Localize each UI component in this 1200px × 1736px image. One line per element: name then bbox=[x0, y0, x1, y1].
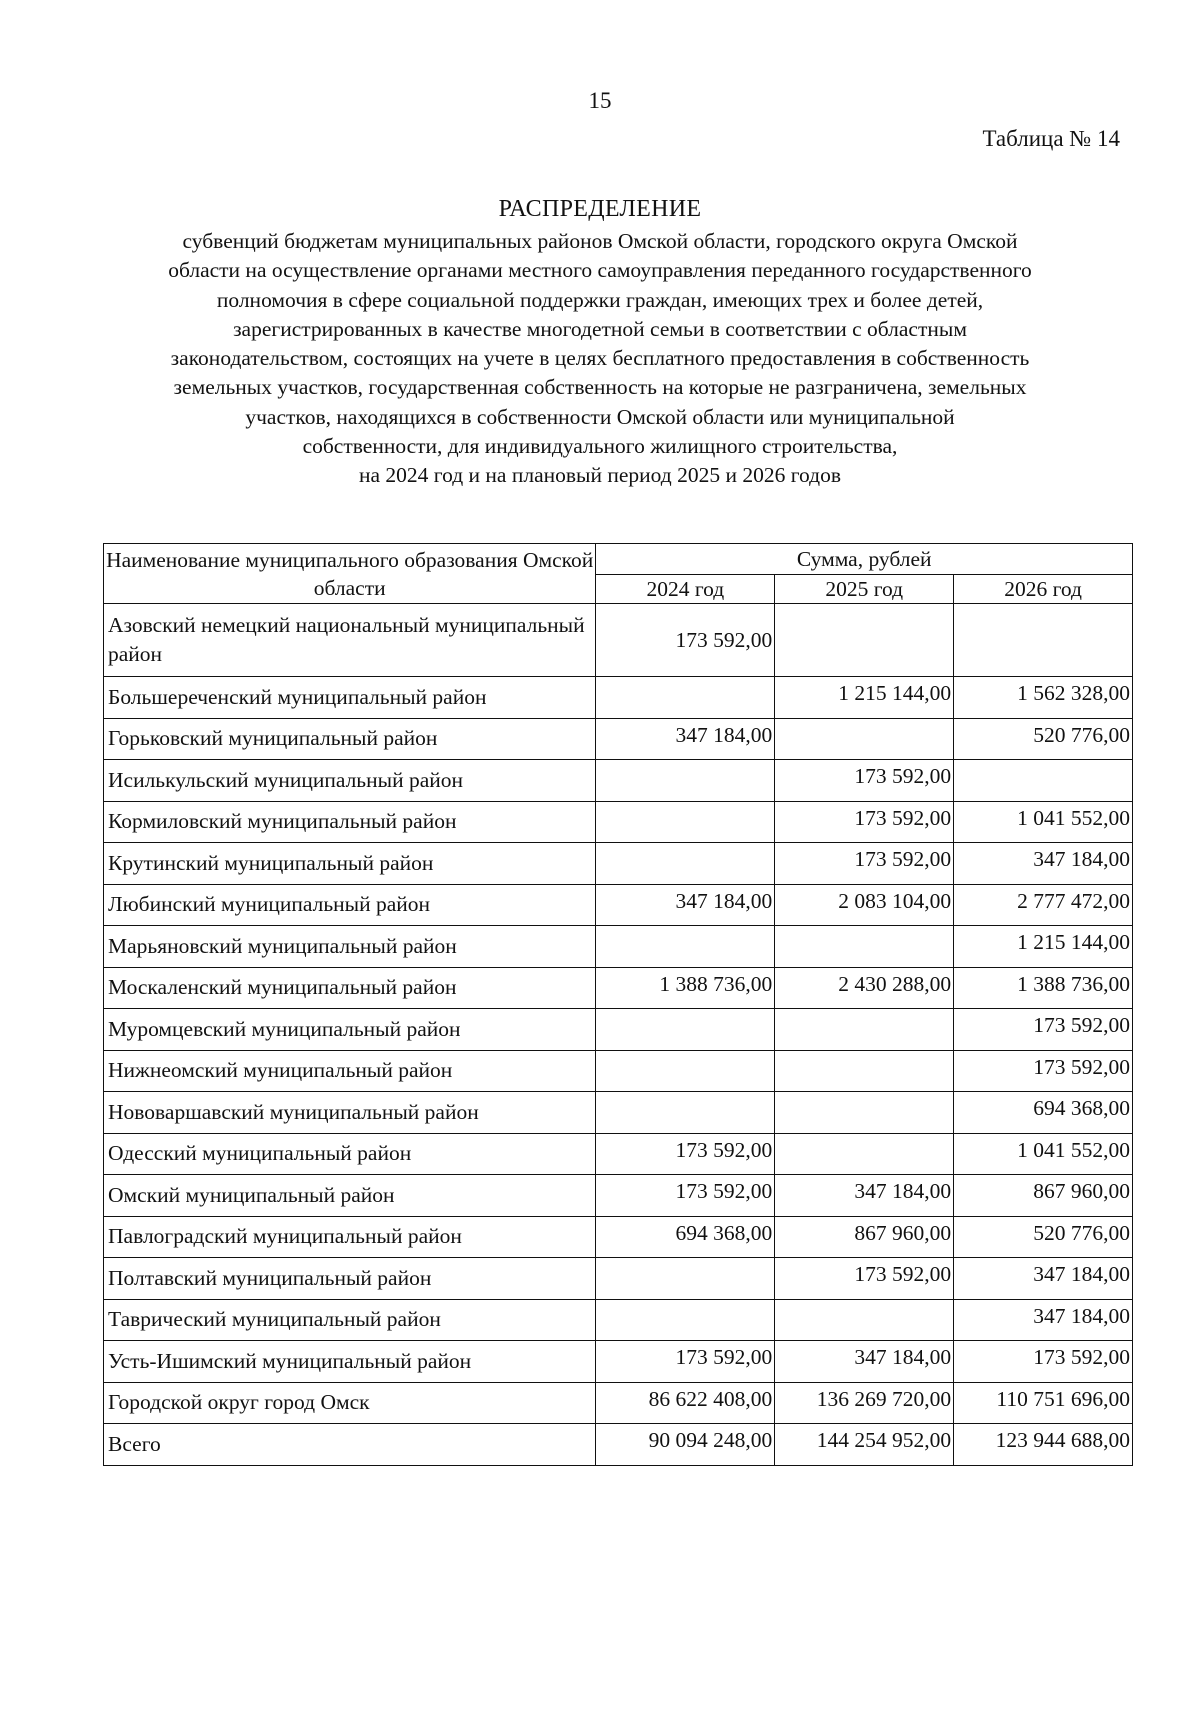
subtitle-line: собственности, для индивидуального жилищного строительства, bbox=[302, 434, 898, 459]
amount-cell-2026 bbox=[954, 604, 1133, 677]
table-row bbox=[104, 760, 1133, 802]
municipality-name-cell: Павлоградский муниципальный район bbox=[104, 1216, 596, 1258]
municipality-name-cell: Марьяновский муниципальный район bbox=[104, 926, 596, 968]
municipality-name-cell: Москаленский муниципальный район bbox=[104, 967, 596, 1009]
amount-cell-2025: 173 592,00 bbox=[775, 843, 954, 885]
table-row bbox=[104, 967, 1133, 1009]
municipality-name-cell: Городской округ город Омск bbox=[104, 1382, 596, 1424]
amount-cell-2026: 694 368,00 bbox=[954, 1092, 1133, 1134]
amount-cell-2024: 90 094 248,00 bbox=[596, 1424, 775, 1466]
amount-cell-2026: 347 184,00 bbox=[954, 843, 1133, 885]
amount-cell-2024: 86 622 408,00 bbox=[596, 1382, 775, 1424]
amount-cell-2026: 123 944 688,00 bbox=[954, 1424, 1133, 1466]
municipality-name-cell: Таврический муниципальный район bbox=[104, 1299, 596, 1341]
subtitle-line: зарегистрированных в качестве многодетной семьи в соответствии с областным bbox=[233, 316, 967, 341]
municipality-name-cell: Омский муниципальный район bbox=[104, 1175, 596, 1217]
amount-cell-2024: 1 388 736,00 bbox=[596, 967, 775, 1009]
amount-cell-2026: 867 960,00 bbox=[954, 1175, 1133, 1217]
table-row bbox=[104, 604, 1133, 677]
table-row bbox=[104, 884, 1133, 926]
municipality-name-cell: Любинский муниципальный район bbox=[104, 884, 596, 926]
municipality-name-cell: Полтавский муниципальный район bbox=[104, 1258, 596, 1300]
table-body bbox=[104, 604, 1133, 1466]
table-row bbox=[104, 1299, 1133, 1341]
table-row bbox=[104, 1050, 1133, 1092]
table-row bbox=[104, 718, 1133, 760]
amount-cell-2025 bbox=[775, 1092, 954, 1134]
subtitle-line: участков, находящихся в собственности Омской области или муниципальной bbox=[245, 404, 955, 429]
amount-cell-2026: 2 777 472,00 bbox=[954, 884, 1133, 926]
municipality-name-cell: Крутинский муниципальный район bbox=[104, 843, 596, 885]
table-row bbox=[104, 1382, 1133, 1424]
header-municipality: Наименование муниципального образования Омской области bbox=[104, 544, 596, 604]
subtitle-line: на 2024 год и на плановый период 2025 и 2026 годов bbox=[359, 463, 841, 488]
municipality-name-cell: Муромцевский муниципальный район bbox=[104, 1009, 596, 1051]
subtitle-line: субвенций бюджетам муниципальных районов Омской области, городского округа Омской bbox=[182, 229, 1018, 253]
amount-cell-2025 bbox=[775, 1133, 954, 1175]
amount-cell-2026: 173 592,00 bbox=[954, 1009, 1133, 1051]
municipality-name-cell: Нижнеомский муниципальный район bbox=[104, 1050, 596, 1092]
amount-cell-2026: 347 184,00 bbox=[954, 1258, 1133, 1300]
table-row bbox=[104, 1133, 1133, 1175]
amount-cell-2025: 347 184,00 bbox=[775, 1175, 954, 1217]
table-label: Таблица № 14 bbox=[982, 126, 1120, 151]
amount-cell-2024 bbox=[596, 1299, 775, 1341]
municipality-name-cell: Исилькульский муниципальный район bbox=[104, 760, 596, 802]
amount-cell-2024 bbox=[596, 926, 775, 968]
document-subtitle bbox=[100, 227, 1100, 491]
amount-cell-2024 bbox=[596, 843, 775, 885]
municipality-name-cell: Кормиловский муниципальный район bbox=[104, 801, 596, 843]
amount-cell-2026: 1 041 552,00 bbox=[954, 801, 1133, 843]
municipality-name-cell: Большереченский муниципальный район bbox=[104, 677, 596, 719]
table-row bbox=[104, 1341, 1133, 1383]
amount-cell-2026: 1 215 144,00 bbox=[954, 926, 1133, 968]
table-row bbox=[104, 1258, 1133, 1300]
amount-cell-2026: 173 592,00 bbox=[954, 1050, 1133, 1092]
subtitle-line: законодательством, состоящих на учете в целях бесплатного предоставления в собственность bbox=[170, 346, 1030, 371]
municipality-name-cell: Одесский муниципальный район bbox=[104, 1133, 596, 1175]
amount-cell-2024: 347 184,00 bbox=[596, 718, 775, 760]
amount-cell-2025 bbox=[775, 1050, 954, 1092]
subtitle-line: полномочия в сфере социальной поддержки граждан, имеющих трех и более детей, bbox=[216, 287, 984, 312]
amount-cell-2026: 1 388 736,00 bbox=[954, 967, 1133, 1009]
amount-cell-2024: 173 592,00 bbox=[596, 1341, 775, 1383]
amount-cell-2025: 136 269 720,00 bbox=[775, 1382, 954, 1424]
header-year-2024: 2024 год bbox=[596, 575, 775, 604]
amount-cell-2026: 110 751 696,00 bbox=[954, 1382, 1133, 1424]
amount-cell-2025 bbox=[775, 718, 954, 760]
amount-cell-2024 bbox=[596, 1258, 775, 1300]
municipality-name-cell: Всего bbox=[104, 1424, 596, 1466]
amount-cell-2025: 173 592,00 bbox=[775, 760, 954, 802]
header-year-2025: 2025 год bbox=[775, 575, 954, 604]
amount-cell-2025: 2 083 104,00 bbox=[775, 884, 954, 926]
header-sum: Сумма, рублей bbox=[596, 544, 1133, 575]
municipality-name-cell: Нововаршавский муниципальный район bbox=[104, 1092, 596, 1134]
amount-cell-2024 bbox=[596, 801, 775, 843]
amount-cell-2025 bbox=[775, 1009, 954, 1051]
table-row bbox=[104, 843, 1133, 885]
amount-cell-2026: 520 776,00 bbox=[954, 718, 1133, 760]
table-row bbox=[104, 1216, 1133, 1258]
amount-cell-2024: 694 368,00 bbox=[596, 1216, 775, 1258]
amount-cell-2024: 347 184,00 bbox=[596, 884, 775, 926]
subtitle-line: области на осуществление органами местного самоуправления переданного государственного bbox=[168, 258, 1032, 283]
document-heading: РАСПРЕДЕЛЕНИЕ bbox=[498, 196, 702, 222]
municipality-name-cell: Усть-Ишимский муниципальный район bbox=[104, 1341, 596, 1383]
amount-cell-2025: 173 592,00 bbox=[775, 1258, 954, 1300]
table-row bbox=[104, 1009, 1133, 1051]
amount-cell-2025: 1 215 144,00 bbox=[775, 677, 954, 719]
amount-cell-2026: 347 184,00 bbox=[954, 1299, 1133, 1341]
amount-cell-2024 bbox=[596, 677, 775, 719]
amount-cell-2024: 173 592,00 bbox=[596, 1133, 775, 1175]
table-row bbox=[104, 801, 1133, 843]
amount-cell-2024 bbox=[596, 1009, 775, 1051]
header-year-2026: 2026 год bbox=[954, 575, 1133, 604]
amount-cell-2026: 520 776,00 bbox=[954, 1216, 1133, 1258]
amount-cell-2024 bbox=[596, 1092, 775, 1134]
amount-cell-2025 bbox=[775, 604, 954, 677]
amount-cell-2025 bbox=[775, 1299, 954, 1341]
amount-cell-2025: 867 960,00 bbox=[775, 1216, 954, 1258]
amount-cell-2025: 144 254 952,00 bbox=[775, 1424, 954, 1466]
amount-cell-2024 bbox=[596, 1050, 775, 1092]
amount-cell-2025 bbox=[775, 926, 954, 968]
amount-cell-2026: 1 562 328,00 bbox=[954, 677, 1133, 719]
table-row bbox=[104, 1424, 1133, 1466]
table-row bbox=[104, 677, 1133, 719]
table-row bbox=[104, 1092, 1133, 1134]
amount-cell-2025: 173 592,00 bbox=[775, 801, 954, 843]
amount-cell-2026: 1 041 552,00 bbox=[954, 1133, 1133, 1175]
amount-cell-2025: 347 184,00 bbox=[775, 1341, 954, 1383]
distribution-table bbox=[103, 543, 1133, 1466]
amount-cell-2025: 2 430 288,00 bbox=[775, 967, 954, 1009]
page-number: 15 bbox=[588, 88, 612, 113]
table-row bbox=[104, 926, 1133, 968]
amount-cell-2024: 173 592,00 bbox=[596, 604, 775, 677]
amount-cell-2024 bbox=[596, 760, 775, 802]
subtitle-line: земельных участков, государственная собственность на которые не разграничена, земельных bbox=[173, 375, 1027, 400]
amount-cell-2024: 173 592,00 bbox=[596, 1175, 775, 1217]
table-row bbox=[104, 1175, 1133, 1217]
municipality-name-cell: Азовский немецкий национальный муниципальный район bbox=[104, 604, 596, 677]
amount-cell-2026: 173 592,00 bbox=[954, 1341, 1133, 1383]
municipality-name-cell: Горьковский муниципальный район bbox=[104, 718, 596, 760]
amount-cell-2026 bbox=[954, 760, 1133, 802]
